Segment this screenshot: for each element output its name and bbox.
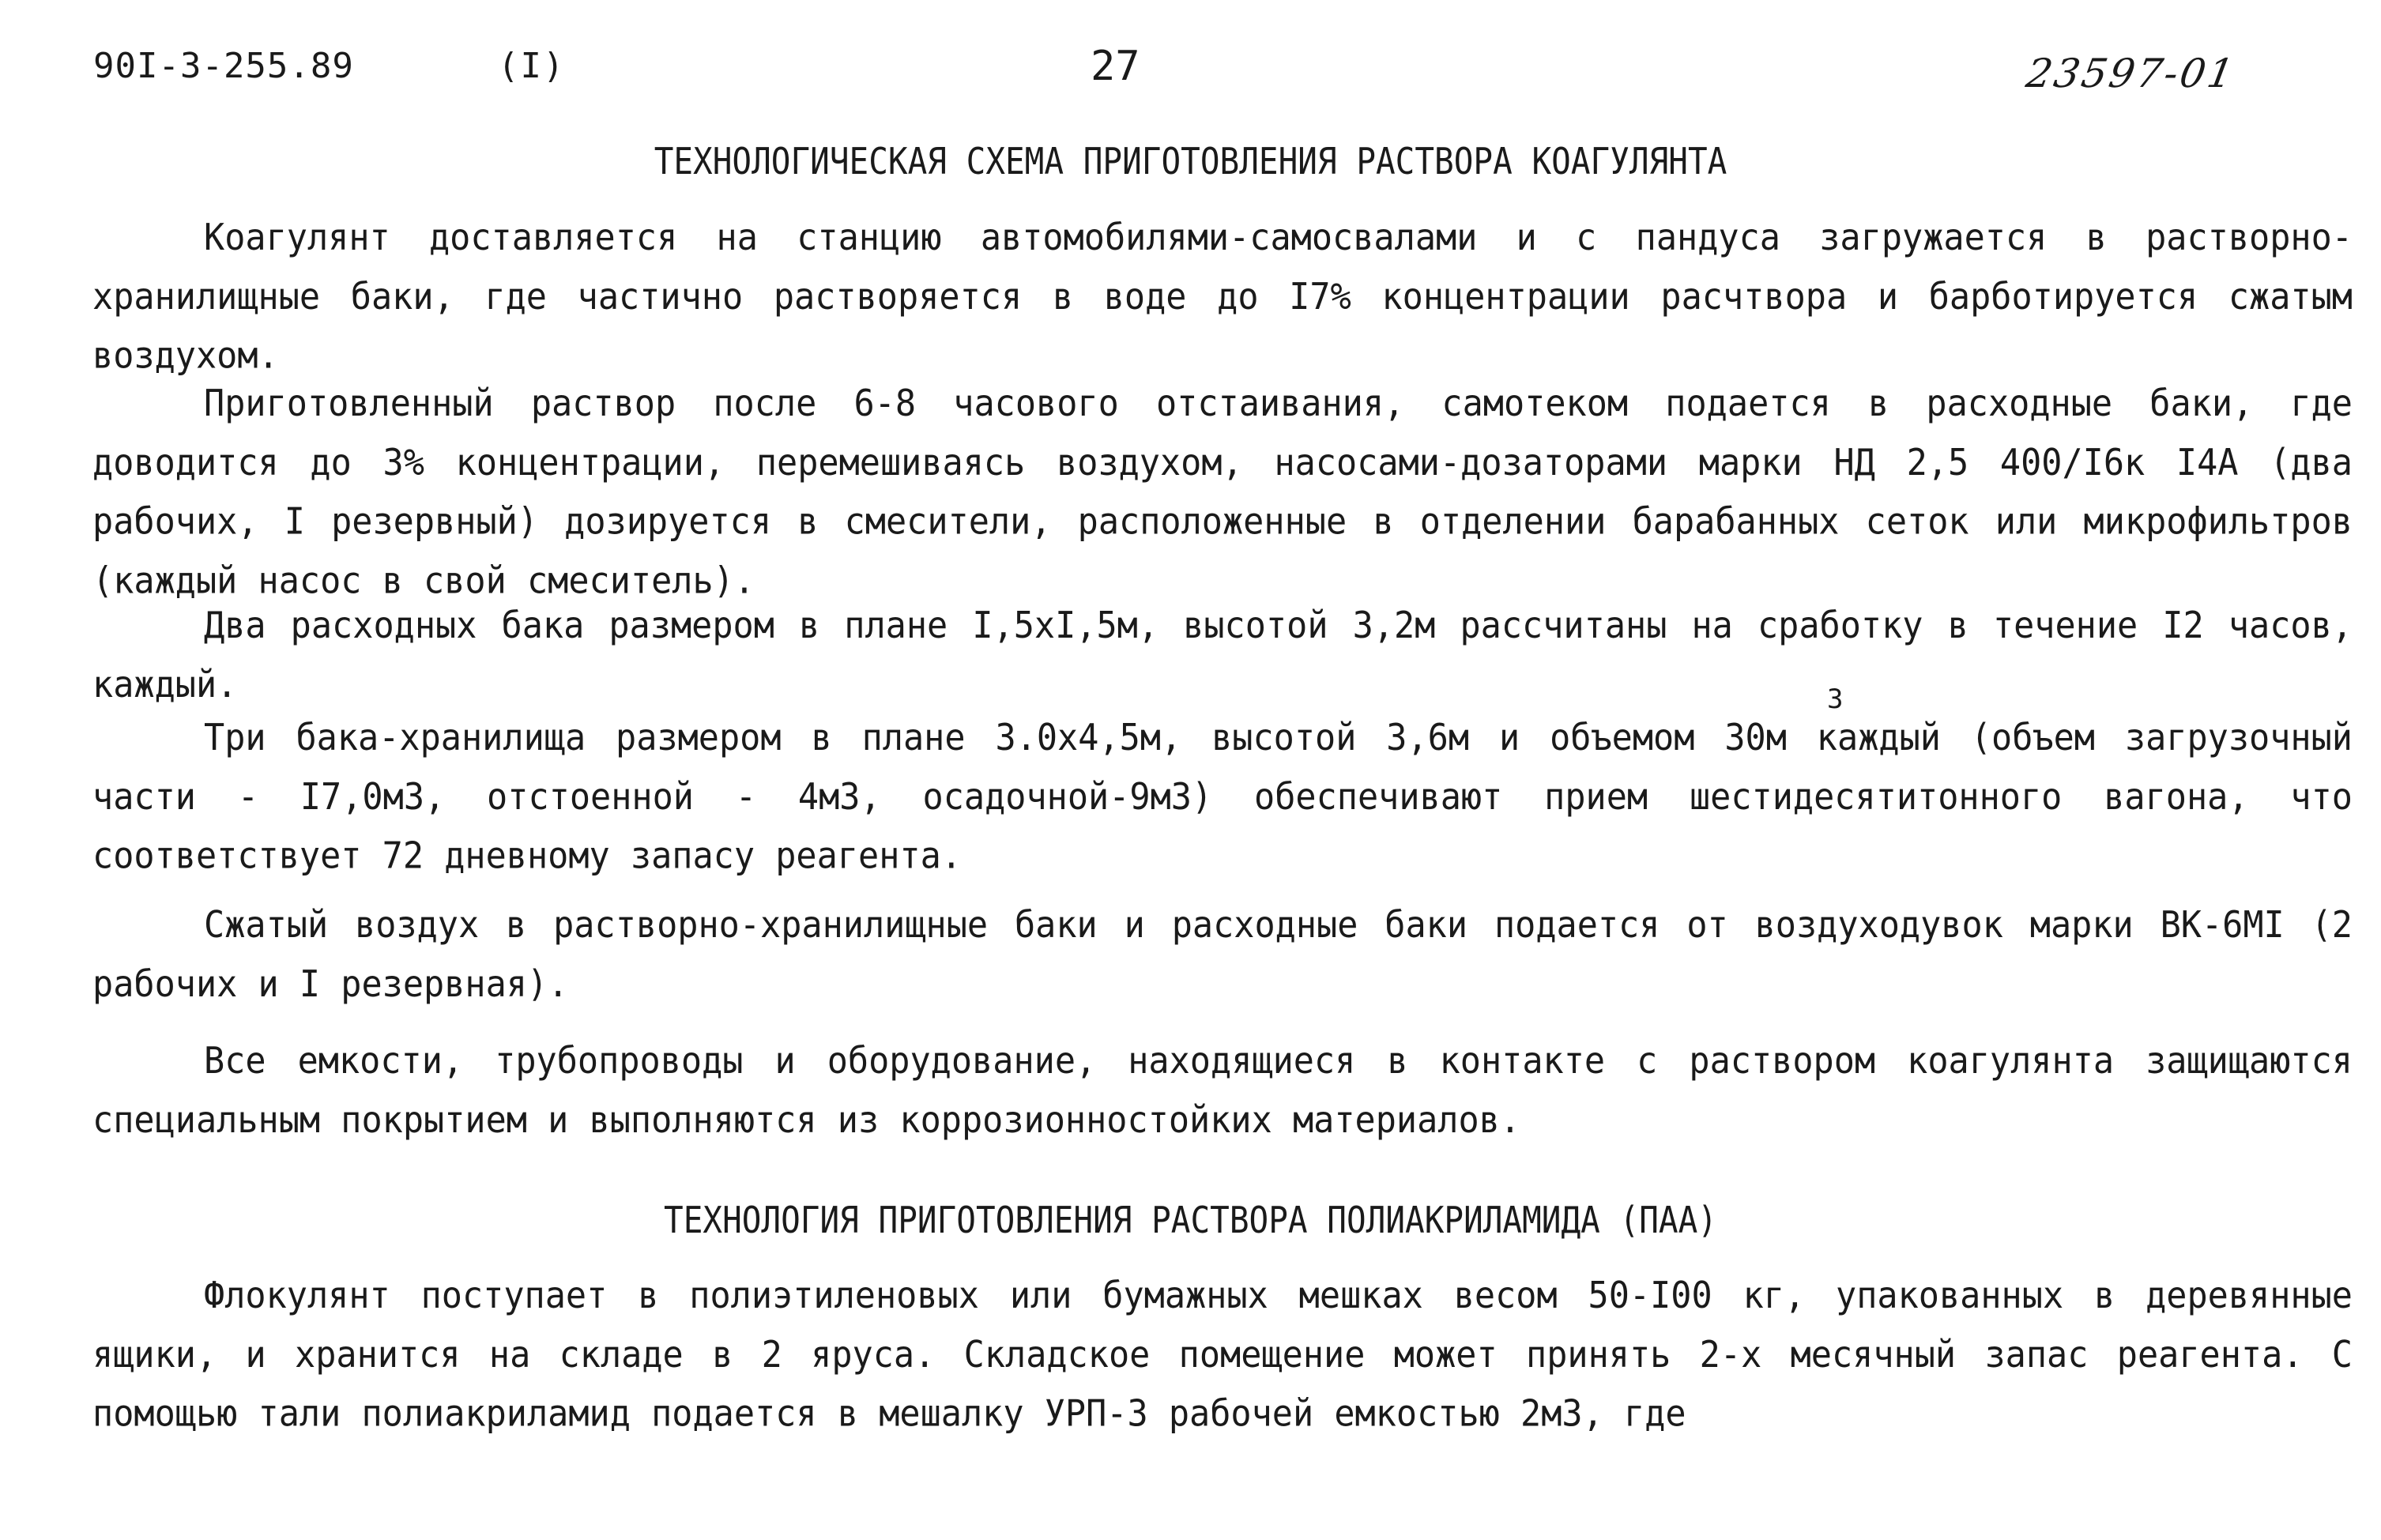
paragraph: Флокулянт поступает в полиэтиленовых или бумажных мешках весом 50-I00 кг, упакованных в деревянные ящики, и хранится на складе в 2 яруса. Складское помещение может принять 2-х месячный запас реагента. С помощью тали полиакриламид подается в мешалку УРП-3 рабочей емкостью 2м3, где <box>92 1275 2353 1436</box>
paragraph: Приготовленный раствор после 6-8 часового отстаивания, самотеком подается в расходные баки, где доводится до 3% концентрации, перемешиваясь воздухом, насосами-дозаторами марки НД 2,5 400/I6к I4А (два рабочих, I резервный) дозируется в смесители, расположенные в отделении барабанных сеток или микрофильтров (каждый насос в свой смеситель). <box>92 382 2353 602</box>
paragraph: Коагулянт доставляется на станцию автомобилями-самосвалами и с пандуса загружается в растворно-хранилищные баки, где частично растворяется в воде до I7% концентрации расчтвора и барботируется сжатым воздухом. <box>92 217 2353 378</box>
paragraph: Два расходных бака размером в плане I,5хI,5м, высотой 3,2м рассчитаны на сработку в течение I2 часов, каждый. <box>92 604 2353 706</box>
inventory-number: 23597-01 <box>2022 51 2240 96</box>
section-title-coagulant: ТЕХНОЛОГИЧЕСКАЯ СХЕМА ПРИГОТОВЛЕНИЯ РАСТВОРА КОАГУЛЯНТА <box>654 140 1727 183</box>
section-title-polyacrylamide: ТЕХНОЛОГИЯ ПРИГОТОВЛЕНИЯ РАСТВОРА ПОЛИАКРИЛАМИДА (ПАА) <box>664 1199 1717 1242</box>
document-code: 90I-3-255.89 <box>93 46 354 86</box>
page-number: 27 <box>1091 43 1140 90</box>
paragraph: Все емкости, трубопроводы и оборудование, находящиеся в контакте с раствором коагулянта защищаются специальным покрытием и выполняются из коррозионностойких материалов. <box>92 1040 2353 1142</box>
superscript-cubic: 3 <box>1827 683 1844 715</box>
paragraph: Сжатый воздух в растворно-хранилищные баки и расходные баки подается от воздуходувок марки ВК-6МI (2 рабочих и I резервная). <box>92 904 2353 1006</box>
sheet-number: (I) <box>498 46 566 86</box>
paragraph: Три бака-хранилища размером в плане 3.0х4,5м, высотой 3,6м и объемом 30м каждый (объем загрузочный части - I7,0м3, отстоенной - 4м3, осадочной-9м3) обеспечивают прием шестидесятитонного вагона, что соответствует 72 дневному запасу реагента. <box>92 717 2353 878</box>
